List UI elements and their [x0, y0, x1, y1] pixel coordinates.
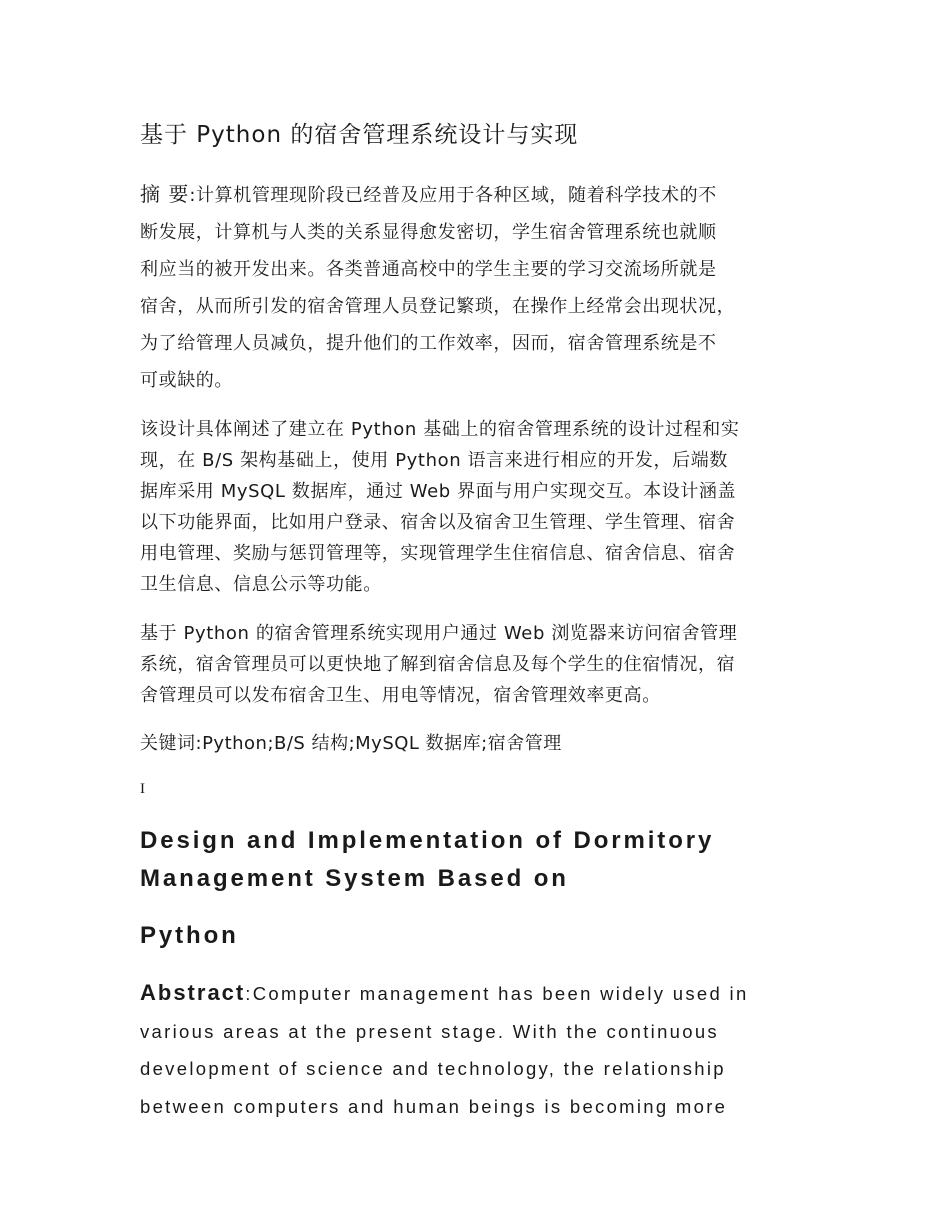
chinese-keywords: 关键词:Python;B/S 结构;MySQL 数据库;宿舍管理 [140, 733, 562, 754]
paragraph-line: 系统，宿舍管理员可以更快地了解到宿舍信息及每个学生的住宿情况，宿 [140, 654, 736, 675]
english-abstract-line: development of science and technology, the relationship [140, 1058, 726, 1079]
english-title-line: Design and Implementation of Dormitory [140, 827, 715, 854]
paragraph-line: 据库采用 MySQL 数据库，通过 Web 界面与用户实现交互。本设计涵盖 [140, 481, 737, 502]
chinese-abstract-line: 利应当的被开发出来。各类普通高校中的学生主要的学习交流场所就是 [140, 259, 717, 280]
english-abstract-label: Abstract [140, 980, 246, 1005]
paragraph-line: 舍管理员可以发布宿舍卫生、用电等情况，宿舍管理效率更高。 [140, 685, 661, 706]
english-title-line: Management System Based on [140, 865, 569, 892]
english-abstract [140, 974, 840, 1125]
chinese-abstract-line-1 [140, 176, 820, 214]
english-title-last-line: Python [140, 922, 239, 949]
english-abstract-line: various areas at the present stage. With the continuous [140, 1020, 719, 1042]
paragraph-line: 该设计具体阐述了建立在 Python 基础上的宿舍管理系统的设计过程和实 [140, 419, 740, 440]
chinese-abstract-line: 可或缺的。 [140, 370, 233, 391]
chinese-abstract-line: 宿舍，从而所引发的宿舍管理人员登记繁琐，在操作上经常会出现状况， [140, 296, 736, 317]
page-number: I [140, 781, 145, 797]
chinese-title: 基于 Python 的宿舍管理系统设计与实现 [140, 122, 579, 148]
paragraph-line: 卫生信息、信息公示等功能。 [140, 574, 382, 595]
chinese-abstract [140, 176, 820, 399]
english-abstract-text: :Computer management has been widely used in [245, 983, 749, 1004]
english-abstract-line: between computers and human beings is becoming more [140, 1095, 728, 1117]
paragraph-line: 基于 Python 的宿舍管理系统实现用户通过 Web 浏览器来访问宿舍管理 [140, 623, 738, 644]
paragraph-line: 以下功能界面，比如用户登录、宿舍以及宿舍卫生管理、学生管理、宿舍 [140, 512, 736, 533]
chinese-abstract-text: :计算机管理现阶段已经普及应用于各种区域，随着科学技术的不 [189, 185, 717, 206]
paragraph-line: 用电管理、奖励与惩罚管理等，实现管理学生住宿信息、宿舍信息、宿舍 [140, 543, 736, 564]
english-title [140, 822, 840, 898]
chinese-abstract-line: 为了给管理人员减负，提升他们的工作效率，因而，宿舍管理系统是不 [140, 333, 717, 354]
chinese-abstract-label: 摘 要 [140, 182, 190, 206]
chinese-abstract-line: 断发展，计算机与人类的关系显得愈发密切，学生宿舍管理系统也就顺 [140, 222, 717, 243]
chinese-paragraph-design [140, 414, 820, 600]
english-abstract-line-1 [140, 974, 840, 1013]
chinese-paragraph-summary [140, 618, 820, 711]
paragraph-line: 现，在 B/S 架构基础上，使用 Python 语言来进行相应的开发，后端数 [140, 450, 728, 471]
